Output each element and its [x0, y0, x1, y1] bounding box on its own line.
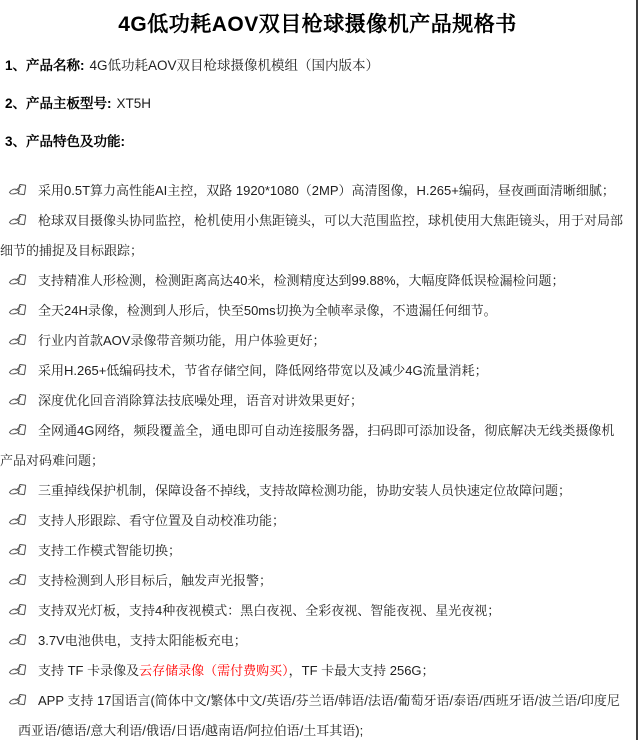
writing-hand-icon: [8, 213, 27, 227]
section-features-heading: [5, 134, 641, 150]
feature-text: 三重掉线保护机制，保障设备不掉线，支持故障检测功能，协助安装人员快速定位故障问题；: [38, 483, 572, 498]
feature-text: 深度优化回音消除算法技底噪处理，语音对讲效果更好；: [38, 393, 364, 408]
feature-item: [0, 326, 627, 356]
section-features-heading-label: 3、产品特色及功能:: [5, 134, 126, 149]
feature-text: 3.7V电池供电，支持太阳能板充电；: [38, 633, 247, 648]
feature-item-languages: [0, 686, 627, 740]
writing-hand-icon: [8, 423, 27, 437]
feature-text: APP 支持 17国语言(简体中文/繁体中文/英语/芬兰语/韩语/法语/葡萄牙语/泰语/西班牙语/波兰语/印度尼西亚语/德语/意大利语/俄语/日语/越南语/阿拉伯语/土耳其语);: [18, 693, 620, 738]
feature-item: [0, 206, 627, 266]
feature-text-post: ，TF 卡最大支持 256G；: [288, 663, 435, 678]
feature-item: [0, 596, 627, 626]
writing-hand-icon: [8, 603, 27, 617]
feature-item: [0, 536, 627, 566]
feature-item: [0, 176, 627, 206]
feature-item-cloud-storage: [0, 656, 627, 686]
section-product-name: [5, 58, 641, 74]
section-product-name-label: 1、产品名称:: [5, 58, 85, 73]
feature-item: [0, 356, 627, 386]
section-board-model-label: 2、产品主板型号:: [5, 96, 112, 111]
section-board-model-value: XT5H: [116, 96, 152, 111]
page-right-border: [636, 0, 638, 740]
writing-hand-icon: [8, 273, 27, 287]
writing-hand-icon: [8, 573, 27, 587]
writing-hand-icon: [8, 303, 27, 317]
feature-item: [0, 626, 627, 656]
feature-text: 枪球双目摄像头协同监控，枪机使用小焦距镜头，可以大范围监控，球机使用大焦距镜头，用于对局部细节的捕捉及目标跟踪；: [0, 213, 624, 258]
feature-text: 采用H.265+低编码技术，节省存储空间，降低网络带宽以及减少4G流量消耗；: [38, 363, 488, 378]
writing-hand-icon: [8, 393, 27, 407]
feature-text-paid-note: 云存储录像（需付费购买）: [139, 663, 289, 678]
writing-hand-icon: [8, 483, 27, 497]
feature-item: [0, 266, 627, 296]
feature-text: 采用0.5T算力高性能AI主控，双路 1920*1080（2MP）高清图像，H.265+编码，昼夜画面清晰细腻；: [38, 183, 615, 198]
feature-text: 支持人形跟踪、看守位置及自动校准功能；: [38, 513, 286, 528]
writing-hand-icon: [8, 543, 27, 557]
feature-text: 行业内首款AOV录像带音频功能，用户体验更好；: [38, 333, 326, 348]
section-headings: [5, 58, 641, 150]
feature-text: 全网通4G网络，频段覆盖全，通电即可自动连接服务器，扫码即可添加设备，彻底解决无线类摄像机产品对码难问题；: [0, 423, 615, 468]
feature-item: [0, 566, 627, 596]
feature-item: [0, 476, 627, 506]
section-product-name-value: 4G低功耗AOV双目枪球摄像机模组（国内版本）: [89, 58, 380, 73]
feature-item: [0, 416, 627, 476]
feature-item: [0, 296, 627, 326]
feature-list: [0, 176, 627, 740]
writing-hand-icon: [8, 183, 27, 197]
feature-text: 全天24H录像，检测到人形后，快至50ms切换为全帧率录像，不遗漏任何细节。: [38, 303, 497, 318]
writing-hand-icon: [8, 663, 27, 677]
writing-hand-icon: [8, 633, 27, 647]
feature-text: 支持精准人形检测，检测距离高达40米，检测精度达到99.88%，大幅度降低误检漏检问题；: [38, 273, 565, 288]
feature-text: 支持工作模式智能切换；: [38, 543, 182, 558]
feature-text: 支持检测到人形目标后，触发声光报警；: [38, 573, 273, 588]
feature-text-pre: 支持 TF 卡录像及: [38, 663, 140, 678]
feature-item: [0, 386, 627, 416]
writing-hand-icon: [8, 363, 27, 377]
feature-item: [0, 506, 627, 536]
writing-hand-icon: [8, 513, 27, 527]
page-title: 4G低功耗AOV双目枪球摄像机产品规格书: [118, 13, 517, 36]
feature-text: 支持双光灯板，支持4种夜视模式：黑白夜视、全彩夜视、智能夜视、星光夜视；: [38, 603, 501, 618]
writing-hand-icon: [8, 333, 27, 347]
section-board-model: [5, 96, 641, 112]
writing-hand-icon: [8, 693, 27, 707]
